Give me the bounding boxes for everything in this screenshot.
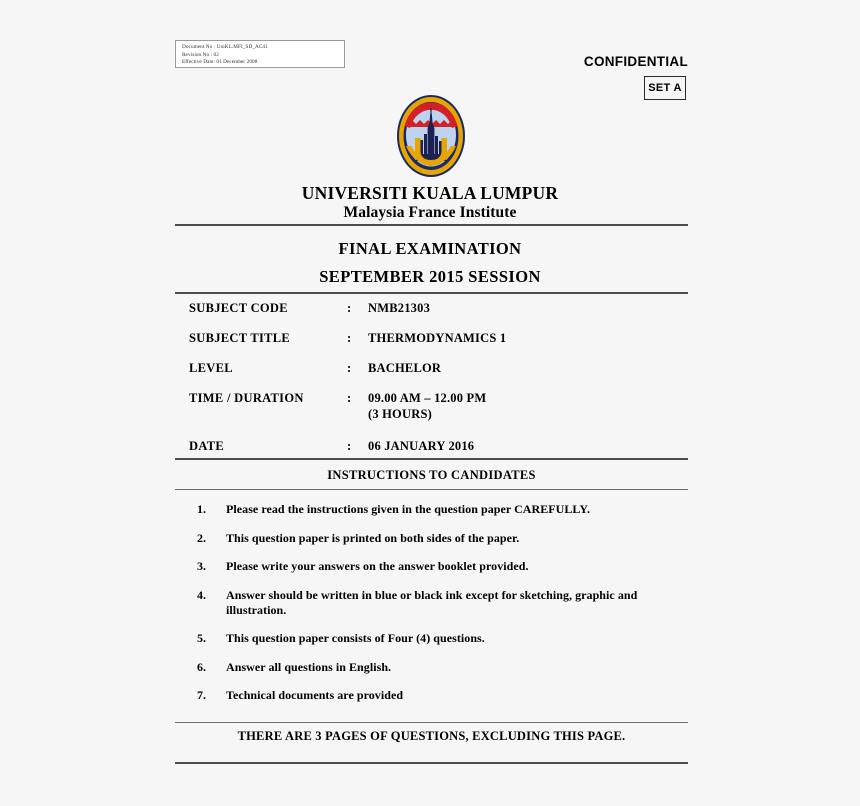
- detail-label: TIME / DURATION: [189, 391, 304, 405]
- detail-row-subject-code: [189, 300, 689, 316]
- rule-above-exam-title: [175, 224, 688, 226]
- rule-above-footer: [175, 722, 688, 723]
- detail-value: THERMODYNAMICS 1: [368, 331, 507, 345]
- instructions-heading: INSTRUCTIONS TO CANDIDATES: [327, 468, 536, 482]
- list-item-number: 7.: [197, 688, 206, 702]
- list-item-text: Answer should be written in blue or black ink except for sketching, graphic and illustration.: [226, 587, 638, 617]
- exam-details-table: [189, 300, 689, 468]
- detail-label: SUBJECT TITLE: [189, 331, 291, 345]
- rule-above-instructions: [175, 458, 688, 460]
- exam-title: FINAL EXAMINATION: [338, 239, 522, 258]
- detail-row-time-duration: [189, 390, 689, 422]
- list-item-number: 1.: [197, 502, 206, 516]
- set-badge-label: SET A: [648, 82, 682, 94]
- list-item-number: 2.: [197, 530, 206, 545]
- institution-heading: [0, 183, 860, 222]
- list-item-text: This question paper is printed on both sides of the paper.: [226, 530, 520, 545]
- campus-name: Malaysia France Institute: [343, 204, 517, 221]
- detail-value: 06 JANUARY 2016: [368, 439, 475, 453]
- detail-value: NMB21303: [368, 301, 431, 315]
- detail-row-date: [189, 438, 689, 454]
- detail-label: LEVEL: [189, 361, 233, 375]
- exam-title-block: [0, 235, 860, 291]
- instructions-list: [197, 502, 692, 717]
- list-item: [197, 631, 692, 646]
- effective-date-line: Effective Date: 01 December 2008: [182, 59, 258, 66]
- footer-page-count-note: THERE ARE 3 PAGES OF QUESTIONS, EXCLUDING THIS PAGE.: [237, 729, 626, 743]
- list-item-text: This question paper consists of Four (4) questions.: [226, 631, 485, 645]
- list-item-number: 6.: [197, 659, 206, 674]
- rule-below-exam-title: [175, 292, 688, 294]
- detail-value: [368, 390, 486, 422]
- list-item-text: Please read the instructions given in the question paper CAREFULLY.: [226, 502, 591, 516]
- detail-row-subject-title: [189, 330, 689, 346]
- list-item: [197, 688, 692, 703]
- detail-label: DATE: [189, 439, 225, 453]
- detail-colon: :: [347, 301, 352, 315]
- detail-colon: :: [347, 391, 352, 405]
- exam-session: SEPTEMBER 2015 SESSION: [319, 267, 541, 286]
- revision-number-line: Revision No : 02: [182, 51, 219, 58]
- detail-value-time: 09.00 AM – 12.00 PM: [368, 391, 487, 405]
- list-item-text: Technical documents are provided: [226, 688, 404, 702]
- list-item-text: Answer all questions in English.: [226, 659, 392, 674]
- detail-label: SUBJECT CODE: [189, 301, 288, 315]
- list-item: [197, 588, 692, 618]
- list-item-text: Please write your answers on the answer booklet provided.: [226, 559, 529, 573]
- detail-colon: :: [347, 331, 352, 345]
- set-badge: [644, 76, 686, 100]
- document-control-box: [175, 40, 345, 68]
- university-name: UNIVERSITI KUALA LUMPUR: [301, 183, 559, 203]
- detail-value-duration: (3 HOURS): [368, 407, 432, 421]
- list-item-number: 3.: [197, 559, 206, 573]
- detail-value: BACHELOR: [368, 361, 442, 375]
- rule-below-instructions-heading: [175, 489, 688, 490]
- list-item-number: 5.: [197, 631, 206, 645]
- list-item: [197, 502, 692, 517]
- list-item-number: 4.: [197, 587, 206, 602]
- confidential-label: CONFIDENTIAL: [583, 54, 688, 69]
- document-number-line: Document No : UniKL.MFI_SD_AC41: [182, 44, 268, 50]
- list-item: [197, 531, 692, 546]
- detail-colon: :: [347, 361, 352, 375]
- detail-row-level: [189, 360, 689, 376]
- list-item: [197, 660, 692, 675]
- rule-below-footer: [175, 762, 688, 764]
- list-item: [197, 559, 692, 574]
- university-logo: [396, 94, 466, 178]
- detail-colon: :: [347, 439, 352, 453]
